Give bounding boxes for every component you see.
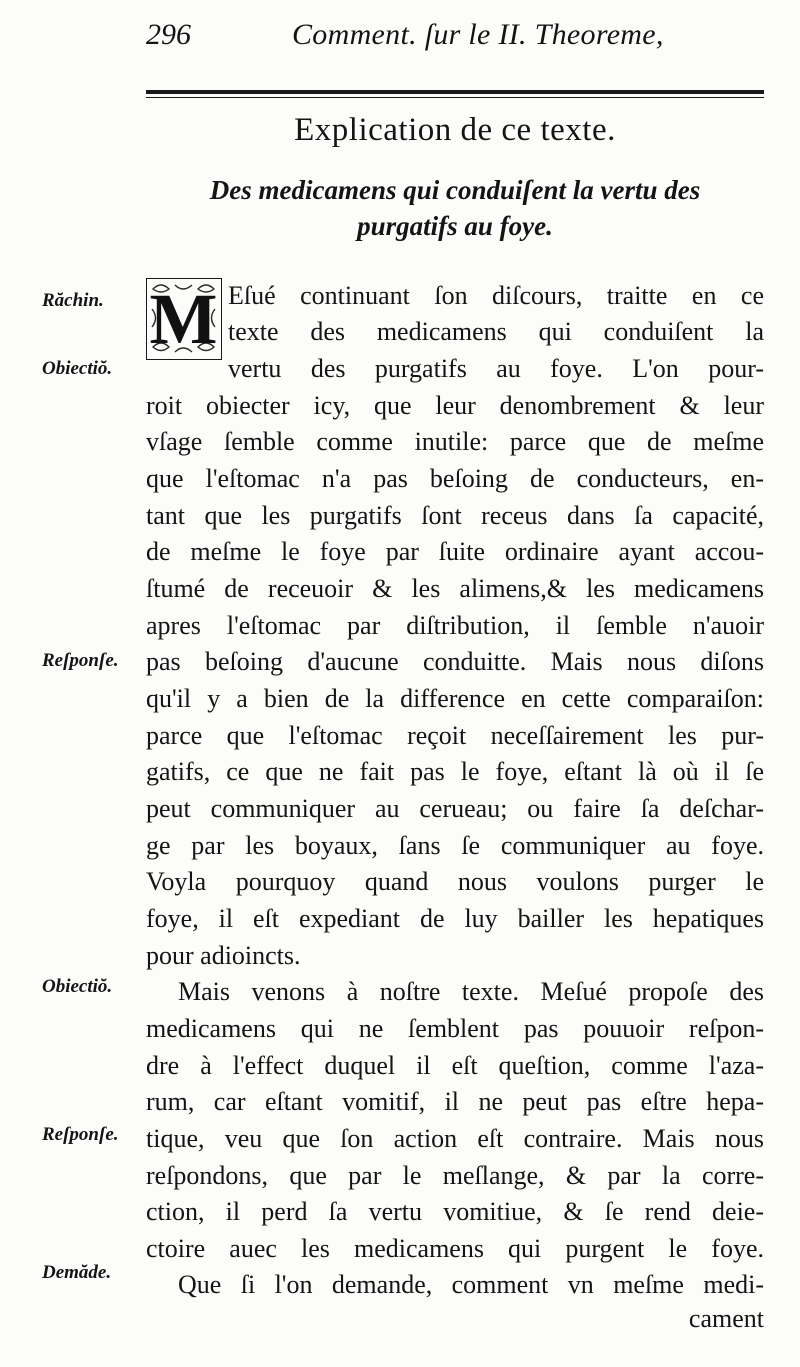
text-line: gatifs, ce que ne fait pas le foye, eſtant là où il ſe [146,757,764,786]
text-line: qu'il y a bien de la difference en cette comparaiſon: [146,684,764,713]
text-line: Eſué continuant ſon diſcours, traitte en ce [228,281,764,310]
margin-note: Reſponſe. [42,650,119,671]
margin-note: Răchin. [42,290,104,311]
text-line: reſpondons, que par le meſlange, & par la corre- [146,1161,764,1190]
text-line: texte des medicamens qui conduiſent la [228,317,764,346]
text-line: pas beſoing d'aucune conduitte. Mais nous diſons [146,647,764,676]
text-line: ge par les boyaux, ſans ſe communiquer au foye. [146,831,764,860]
text-line: pour adioincts. [146,941,301,970]
subtitle-line: purgatifs au foye. [357,211,553,241]
text-line: roit obiecter icy, que leur denombrement & leur [146,391,764,420]
text-line: ction, il perd ſa vertu vomitiue, & ſe rend deie- [146,1197,764,1226]
text-line: tant que les purgatifs ſont receus dans ſa capacité, [146,501,764,530]
margin-note: Demăde. [42,1262,112,1283]
drop-cap-letter: M [149,279,218,359]
subtitle-line: Des medicamens qui conduiſent la vertu des [209,175,701,205]
text-line: medicamens qui ne ſemblent pas pouuoir reſpon- [146,1014,764,1043]
text-line: foye, il eſt expediant de luy bailler les hepatiques [146,904,764,933]
text-line: que l'eſtomac n'a pas beſoing de conducteurs, en- [146,464,764,493]
text-line: vſage ſemble comme inutile: parce que de meſme [146,427,764,456]
text-line: apres l'eſtomac par diſtribution, il ſemble n'auoir [146,611,764,640]
page-number: 296 [146,18,191,51]
text-line: dre à l'effect duquel il eſt queſtion, comme l'aza- [146,1051,764,1080]
margin-note: Reſponſe. [42,1124,119,1145]
text-line: Mais venons à noſtre texte. Meſué propoſe des [178,977,764,1006]
text-line: rum, car eſtant vomitif, il ne peut pas eſtre hepa- [146,1087,764,1116]
margin-note: Obiectiŏ. [42,358,113,379]
text-line: tique, veu que ſon action eſt contraire. Mais nous [146,1124,764,1153]
text-line: de meſme le foye par ſuite ordinaire ayant accou- [146,537,764,566]
catchword: cament [688,1304,764,1333]
text-line: ſtumé de receuoir & les alimens,& les medicamens [146,574,764,603]
text-line: Que ſi l'on demande, comment vn meſme medi- [178,1270,764,1299]
margin-note: Obiectiŏ. [42,976,113,997]
text-line: Voyla pourquoy quand nous voulons purger le [146,867,764,896]
text-line: parce que l'eſtomac reçoit neceſſairement les pur- [146,721,764,750]
text-line: peut communiquer au cerueau; ou faire ſa deſchar- [146,794,764,823]
running-title: Comment. ſur le II. Theoreme, [292,18,664,51]
section-title: Explication de ce texte. [294,112,616,148]
text-line: vertu des purgatifs au foye. L'on pour- [228,354,764,383]
text-line: ctoire auec les medicamens qui purgent le foye. [146,1234,764,1263]
